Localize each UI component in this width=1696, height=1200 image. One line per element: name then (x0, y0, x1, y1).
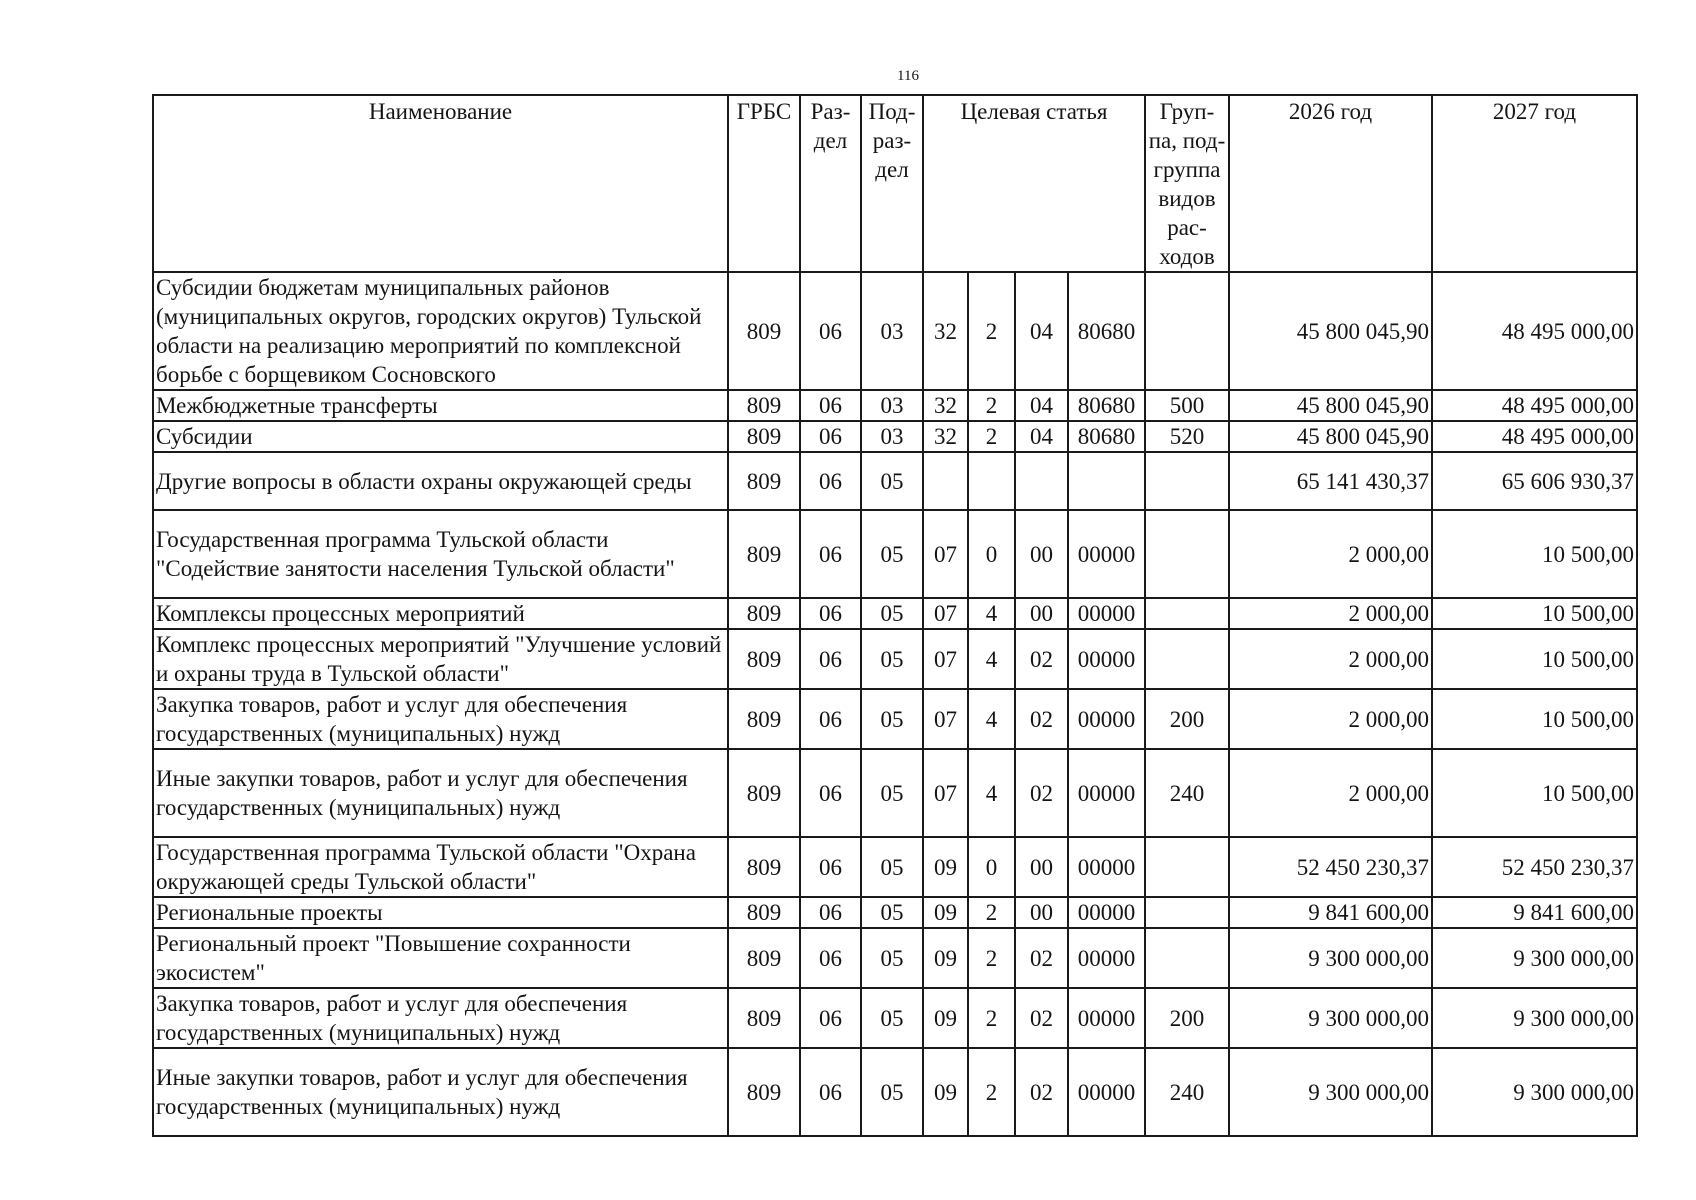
cell-grbs: 809 (728, 272, 800, 390)
cell-grbs: 809 (728, 897, 800, 928)
budget-table (152, 94, 1638, 1137)
cell-podrazdel: 05 (861, 897, 923, 928)
cell-amount-2026: 45 800 045,90 (1229, 272, 1432, 390)
cell-target-subprogram: 02 (1015, 928, 1068, 988)
cell-target-type: 2 (968, 897, 1015, 928)
cell-expense-group (1145, 837, 1229, 897)
cell-target-program (923, 452, 968, 510)
cell-amount-2026: 9 841 600,00 (1229, 897, 1432, 928)
cell-razdel: 06 (800, 452, 861, 510)
cell-razdel: 06 (800, 1048, 861, 1136)
cell-grbs: 809 (728, 988, 800, 1048)
cell-target-type: 2 (968, 1048, 1015, 1136)
cell-podrazdel: 05 (861, 928, 923, 988)
cell-name: Государственная программа Тульской области "Содействие занятости населения Тульской области" (153, 510, 728, 598)
cell-grbs: 809 (728, 689, 800, 749)
cell-amount-2027: 10 500,00 (1432, 749, 1637, 837)
cell-target-subprogram: 04 (1015, 390, 1068, 421)
cell-amount-2027: 10 500,00 (1432, 598, 1637, 629)
cell-amount-2027: 10 500,00 (1432, 629, 1637, 689)
cell-target-subprogram: 00 (1015, 598, 1068, 629)
cell-grbs: 809 (728, 510, 800, 598)
cell-grbs: 809 (728, 390, 800, 421)
cell-target-program: 07 (923, 598, 968, 629)
cell-target-program: 32 (923, 421, 968, 452)
header-expense-group: Груп- па, под- группа видов рас- ходов (1145, 95, 1229, 272)
cell-target-type: 2 (968, 421, 1015, 452)
cell-expense-group: 500 (1145, 390, 1229, 421)
header-razdel: Раз- дел (800, 95, 861, 272)
cell-grbs: 809 (728, 421, 800, 452)
cell-grbs: 809 (728, 452, 800, 510)
cell-grbs: 809 (728, 928, 800, 988)
cell-target-subprogram: 04 (1015, 421, 1068, 452)
cell-amount-2027: 52 450 230,37 (1432, 837, 1637, 897)
cell-target-subprogram: 00 (1015, 837, 1068, 897)
table-row (153, 598, 1637, 629)
cell-target-subprogram: 02 (1015, 749, 1068, 837)
cell-target-direction: 80680 (1068, 390, 1145, 421)
table-row (153, 928, 1637, 988)
cell-target-program: 09 (923, 1048, 968, 1136)
cell-target-program: 09 (923, 988, 968, 1048)
cell-podrazdel: 05 (861, 749, 923, 837)
cell-target-program: 07 (923, 510, 968, 598)
cell-amount-2026: 2 000,00 (1229, 749, 1432, 837)
cell-grbs: 809 (728, 598, 800, 629)
cell-target-direction: 00000 (1068, 689, 1145, 749)
cell-target-subprogram: 02 (1015, 629, 1068, 689)
cell-name: Региональные проекты (153, 897, 728, 928)
cell-podrazdel: 05 (861, 689, 923, 749)
cell-razdel: 06 (800, 988, 861, 1048)
cell-target-type: 2 (968, 390, 1015, 421)
cell-amount-2027: 10 500,00 (1432, 689, 1637, 749)
cell-expense-group (1145, 629, 1229, 689)
cell-target-type: 4 (968, 629, 1015, 689)
cell-amount-2026: 2 000,00 (1229, 598, 1432, 629)
cell-amount-2026: 2 000,00 (1229, 689, 1432, 749)
cell-target-direction: 00000 (1068, 1048, 1145, 1136)
cell-razdel: 06 (800, 598, 861, 629)
cell-amount-2026: 2 000,00 (1229, 629, 1432, 689)
cell-name: Комплексы процессных мероприятий (153, 598, 728, 629)
header-target-article: Целевая статья (923, 95, 1145, 272)
cell-name: Государственная программа Тульской области "Охрана окружающей среды Тульской области" (153, 837, 728, 897)
cell-target-subprogram: 00 (1015, 510, 1068, 598)
header-grbs: ГРБС (728, 95, 800, 272)
cell-target-direction: 80680 (1068, 421, 1145, 452)
cell-podrazdel: 05 (861, 629, 923, 689)
cell-podrazdel: 03 (861, 272, 923, 390)
header-name: Наименование (153, 95, 728, 272)
cell-razdel: 06 (800, 272, 861, 390)
cell-razdel: 06 (800, 510, 861, 598)
cell-podrazdel: 05 (861, 988, 923, 1048)
cell-name: Комплекс процессных мероприятий "Улучшение условий и охраны труда в Тульской области" (153, 629, 728, 689)
cell-amount-2026: 9 300 000,00 (1229, 988, 1432, 1048)
cell-target-type: 4 (968, 598, 1015, 629)
cell-podrazdel: 05 (861, 452, 923, 510)
table-row (153, 421, 1637, 452)
cell-amount-2027: 65 606 930,37 (1432, 452, 1637, 510)
table-row (153, 629, 1637, 689)
cell-razdel: 06 (800, 629, 861, 689)
table-row (153, 272, 1637, 390)
cell-razdel: 06 (800, 749, 861, 837)
cell-razdel: 06 (800, 390, 861, 421)
header-2026: 2026 год (1229, 95, 1432, 272)
page-number: 116 (897, 68, 919, 84)
cell-target-type: 0 (968, 510, 1015, 598)
cell-target-direction: 00000 (1068, 988, 1145, 1048)
cell-podrazdel: 05 (861, 837, 923, 897)
cell-name: Иные закупки товаров, работ и услуг для обеспечения государственных (муниципальных) нужд (153, 749, 728, 837)
cell-target-type: 2 (968, 272, 1015, 390)
cell-amount-2026: 2 000,00 (1229, 510, 1432, 598)
cell-razdel: 06 (800, 897, 861, 928)
cell-expense-group (1145, 928, 1229, 988)
cell-podrazdel: 05 (861, 598, 923, 629)
cell-target-program: 07 (923, 629, 968, 689)
cell-target-type: 4 (968, 689, 1015, 749)
cell-amount-2026: 45 800 045,90 (1229, 421, 1432, 452)
cell-expense-group (1145, 452, 1229, 510)
cell-target-direction: 00000 (1068, 928, 1145, 988)
cell-target-type: 0 (968, 837, 1015, 897)
cell-amount-2027: 48 495 000,00 (1432, 272, 1637, 390)
cell-amount-2026: 9 300 000,00 (1229, 1048, 1432, 1136)
cell-name: Межбюджетные трансферты (153, 390, 728, 421)
cell-razdel: 06 (800, 837, 861, 897)
table-row (153, 452, 1637, 510)
cell-target-subprogram: 02 (1015, 1048, 1068, 1136)
cell-grbs: 809 (728, 837, 800, 897)
cell-amount-2026: 65 141 430,37 (1229, 452, 1432, 510)
table-row (153, 988, 1637, 1048)
cell-expense-group (1145, 510, 1229, 598)
cell-target-direction: 00000 (1068, 837, 1145, 897)
cell-target-subprogram (1015, 452, 1068, 510)
cell-target-subprogram: 02 (1015, 689, 1068, 749)
cell-podrazdel: 05 (861, 510, 923, 598)
cell-target-direction: 00000 (1068, 629, 1145, 689)
cell-target-direction: 00000 (1068, 897, 1145, 928)
cell-expense-group (1145, 897, 1229, 928)
cell-amount-2027: 48 495 000,00 (1432, 390, 1637, 421)
cell-podrazdel: 05 (861, 1048, 923, 1136)
cell-target-direction: 00000 (1068, 598, 1145, 629)
table-row (153, 390, 1637, 421)
table-row (153, 749, 1637, 837)
cell-amount-2027: 10 500,00 (1432, 510, 1637, 598)
cell-razdel: 06 (800, 689, 861, 749)
cell-target-type: 2 (968, 988, 1015, 1048)
cell-target-program: 32 (923, 390, 968, 421)
cell-podrazdel: 03 (861, 390, 923, 421)
table-body (153, 272, 1637, 1136)
cell-razdel: 06 (800, 421, 861, 452)
cell-expense-group: 240 (1145, 1048, 1229, 1136)
cell-expense-group: 240 (1145, 749, 1229, 837)
cell-amount-2027: 9 300 000,00 (1432, 928, 1637, 988)
cell-expense-group (1145, 272, 1229, 390)
cell-target-program: 09 (923, 928, 968, 988)
cell-target-subprogram: 00 (1015, 897, 1068, 928)
cell-expense-group: 200 (1145, 988, 1229, 1048)
header-2027: 2027 год (1432, 95, 1637, 272)
cell-target-program: 09 (923, 897, 968, 928)
header-podrazdel: Под- раз- дел (861, 95, 923, 272)
cell-target-direction: 00000 (1068, 510, 1145, 598)
cell-target-program: 32 (923, 272, 968, 390)
cell-target-program: 07 (923, 689, 968, 749)
cell-expense-group (1145, 598, 1229, 629)
table-row (153, 1048, 1637, 1136)
cell-amount-2026: 9 300 000,00 (1229, 928, 1432, 988)
cell-name: Закупка товаров, работ и услуг для обеспечения государственных (муниципальных) нужд (153, 988, 728, 1048)
table-row (153, 837, 1637, 897)
cell-target-type: 4 (968, 749, 1015, 837)
cell-target-type: 2 (968, 928, 1015, 988)
cell-name: Субсидии бюджетам муниципальных районов (муниципальных округов, городских округов) Тульской области на реализацию мероприятий по комплексной борьбе с борщевиком Сосновского (153, 272, 728, 390)
table-row (153, 689, 1637, 749)
cell-amount-2027: 9 300 000,00 (1432, 1048, 1637, 1136)
header-row (153, 95, 1637, 272)
cell-razdel: 06 (800, 928, 861, 988)
table-row (153, 897, 1637, 928)
cell-name: Другие вопросы в области охраны окружающей среды (153, 452, 728, 510)
cell-amount-2027: 9 300 000,00 (1432, 988, 1637, 1048)
cell-grbs: 809 (728, 1048, 800, 1136)
cell-amount-2027: 48 495 000,00 (1432, 421, 1637, 452)
cell-target-direction: 00000 (1068, 749, 1145, 837)
cell-name: Закупка товаров, работ и услуг для обеспечения государственных (муниципальных) нужд (153, 689, 728, 749)
cell-grbs: 809 (728, 749, 800, 837)
cell-target-subprogram: 04 (1015, 272, 1068, 390)
cell-name: Иные закупки товаров, работ и услуг для обеспечения государственных (муниципальных) нужд (153, 1048, 728, 1136)
cell-target-program: 09 (923, 837, 968, 897)
cell-target-type (968, 452, 1015, 510)
cell-target-subprogram: 02 (1015, 988, 1068, 1048)
cell-grbs: 809 (728, 629, 800, 689)
cell-podrazdel: 03 (861, 421, 923, 452)
cell-target-direction (1068, 452, 1145, 510)
cell-name: Субсидии (153, 421, 728, 452)
cell-name: Региональный проект "Повышение сохранности экосистем" (153, 928, 728, 988)
cell-amount-2026: 52 450 230,37 (1229, 837, 1432, 897)
cell-target-program: 07 (923, 749, 968, 837)
table-row (153, 510, 1637, 598)
cell-amount-2027: 9 841 600,00 (1432, 897, 1637, 928)
cell-expense-group: 520 (1145, 421, 1229, 452)
cell-amount-2026: 45 800 045,90 (1229, 390, 1432, 421)
cell-expense-group: 200 (1145, 689, 1229, 749)
cell-target-direction: 80680 (1068, 272, 1145, 390)
